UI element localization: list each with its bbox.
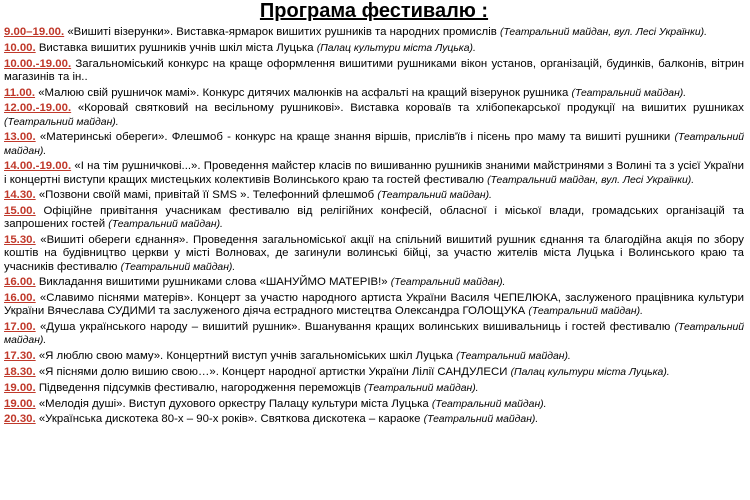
program-item (4, 131, 744, 157)
program-item (4, 366, 744, 379)
event-description: «Мелодія душі». Виступ духового оркестру Палацу культури міста Луцька (35, 397, 432, 410)
event-description: «Малюю свій рушничок мамі». Конкурс дитячих малюнків на асфальті на кращий візерунок рушника (35, 86, 572, 99)
event-time: 19.00. (4, 397, 36, 410)
program-item (4, 42, 744, 55)
program-item (4, 321, 744, 347)
program-item (4, 58, 744, 84)
program-item (4, 350, 744, 363)
event-location: (Палац культури міста Луцька). (510, 366, 670, 378)
event-location: (Театральний майдан). (456, 351, 571, 363)
program-item (4, 160, 744, 186)
event-description: «І на тім рушничкові...». Проведення майстер класів по вишиванню рушників знаними майстринями з Волині та з усієї України і концертні виступи кращих мистецьких колективів Волинського краю та гостей фестивалю (4, 160, 744, 186)
event-description: «Душа українського народу – вишитий рушник». Вшанування кращих волинських вишивальниць і гостей фестивалю (35, 321, 675, 334)
page-title: Програма фестивалю : (259, 0, 489, 22)
event-description: «Вишиті обереги єднання». Проведення загальноміської акції на спільний вишитий рушник єднання та благодійна акція по збору коштів на будівництво церкви у місті Волновах, де загинули волинські бійці, за участю жителів міста Луцька і Волинського краю та учасників фестивалю (4, 234, 744, 273)
event-description: Офіційне привітання учасникам фестивалю від релігійних конфесій, обласної і міської влади, громадських організацій та запрошених гостей (4, 205, 744, 231)
program-item (4, 189, 744, 202)
event-description: «Коровай святковий на весільному рушникові». Виставка короваїв та хлібопекарської продукції на вишитих рушниках (71, 102, 744, 115)
event-description: «Славимо піснями матерів». Концерт за участю народного артиста України Василя ЧЕПЕЛЮКА, заслуженого працівника культури України Вячеслава СУДИМИ та заслуженого діяча естрадного мистецтва Олександра ГОЛОЩУКА (4, 292, 744, 318)
program-item (4, 205, 744, 231)
event-description: Виставка вишитих рушників учнів шкіл міста Луцька (35, 41, 317, 54)
event-description: «Українська дискотека 80-х – 90-х років». Святкова дискотека – караоке (35, 413, 424, 426)
event-time: 13.00. (4, 131, 36, 144)
program-item (4, 234, 744, 274)
event-time: 14.30. (4, 189, 36, 202)
event-location: (Театральний майдан, вул. Лесі Українки). (487, 174, 695, 186)
event-time: 16.00. (4, 292, 36, 305)
program-item (4, 292, 744, 318)
event-location: (Театральний майдан). (4, 132, 744, 157)
event-description: «Я піснями долю вишию свою…». Концерт народної артистки України Лілії САНДУЛЕСИ (35, 365, 511, 378)
event-location: (Театральний майдан). (377, 190, 492, 202)
event-location: (Театральний майдан). (390, 277, 506, 289)
event-description: «Вишиті візерунки». Виставка-ярмарок вишитих рушників та народних промислів (64, 26, 500, 38)
event-location: (Театральний майдан). (363, 382, 479, 394)
event-time: 20.30. (4, 413, 36, 426)
program-item (4, 413, 744, 426)
event-location: (Палац культури міста Луцька). (316, 42, 476, 54)
program-item (4, 26, 744, 39)
event-description: «Я люблю свою маму». Концертний виступ учнів загальноміських шкіл Луцька (35, 350, 457, 363)
program-item (4, 276, 744, 289)
event-description: Загальноміський конкурс на краще оформлення вишитими рушниками вікон установ, організацій, будинків, балконів, вітрин магазинів та ін.. (4, 57, 744, 83)
event-description: Підведення підсумків фестивалю, нагородження переможців (35, 381, 364, 394)
event-location: (Театральний майдан). (571, 87, 687, 99)
event-time: 17.00. (4, 321, 36, 334)
event-time: 19.00. (4, 381, 36, 394)
event-location: (Театральний майдан). (528, 306, 643, 318)
event-time: 14.00.-19.00. (4, 160, 72, 173)
event-location: (Театральний майдан). (423, 414, 539, 426)
event-time: 11.00. (4, 86, 36, 99)
program-item (4, 398, 744, 411)
program-item (4, 87, 744, 100)
event-location: (Театральний майдан). (4, 322, 744, 347)
event-time: 9.00–19.00. (4, 26, 65, 38)
event-location: (Театральний майдан). (120, 261, 236, 273)
event-description: Викладання вишитими рушниками слова «ШАНУЙМО МАТЕРІВ!» (35, 276, 391, 289)
event-time: 10.00.-19.00. (4, 57, 72, 70)
event-location: (Театральний майдан). (4, 116, 119, 128)
event-description: «Материнські обереги». Флешмоб - конкурс на краще знання віршів, прислів'їв і пісень про маму та вишиті рушники (35, 131, 675, 144)
event-time: 17.30. (4, 350, 36, 363)
program-list (4, 26, 744, 427)
event-location: (Театральний майдан). (108, 219, 223, 231)
event-time: 16.00. (4, 276, 36, 289)
event-location: (Театральний майдан, вул. Лесі Українки). (499, 27, 708, 38)
event-location: (Театральний майдан). (431, 398, 547, 410)
event-time: 18.30. (4, 365, 36, 378)
event-time: 12.00.-19.00. (4, 102, 72, 115)
event-time: 10.00. (4, 41, 36, 54)
program-item (4, 102, 744, 128)
event-description: «Позвони своїй мамі, привітай її SMS ». Телефонний флешмоб (35, 189, 378, 202)
event-time: 15.00. (4, 205, 36, 218)
program-item (4, 382, 744, 395)
event-time: 15.30. (4, 234, 36, 247)
